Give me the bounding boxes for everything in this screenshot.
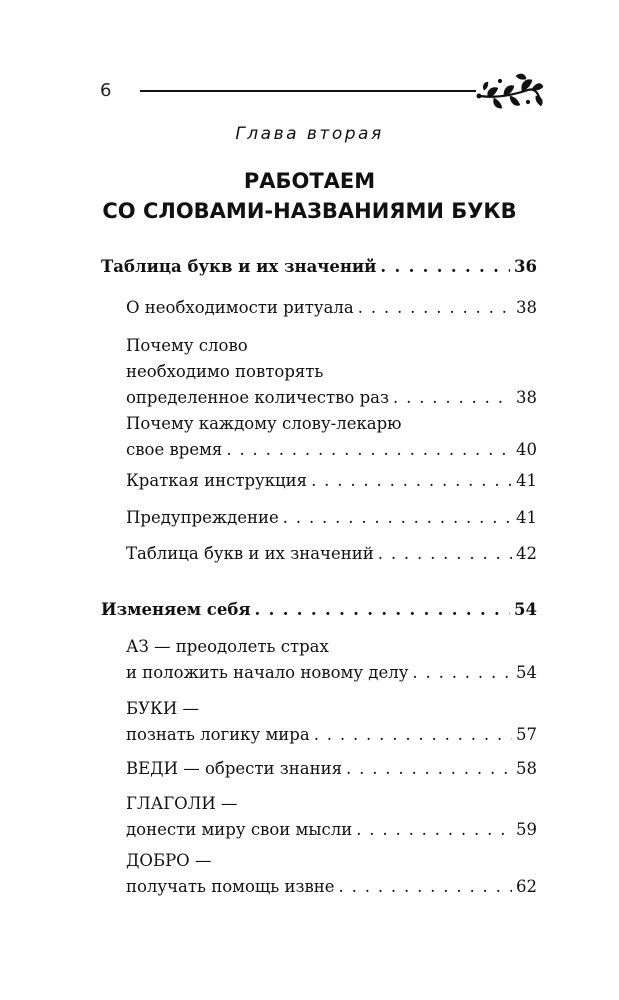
toc-page-number: 40 (516, 440, 537, 459)
leader-dots (226, 437, 512, 463)
toc-page-number: 54 (514, 600, 537, 619)
leader-dots (393, 385, 512, 411)
toc-entry-text: и положить начало новому делу (126, 663, 409, 682)
toc-entry[interactable] (126, 791, 537, 843)
toc-entry-text: ГЛАГОЛИ — (126, 794, 238, 813)
toc-entry[interactable] (126, 541, 537, 567)
toc-entry-text: Почему слово (126, 336, 248, 355)
toc-entry-text: получать помощь извне (126, 877, 335, 896)
toc-entry-text: АЗ — преодолеть страх (126, 637, 329, 656)
toc-entry-text: Изменяем себя (101, 600, 251, 619)
leader-dots (283, 505, 512, 531)
leader-dots (346, 756, 512, 782)
toc-entry[interactable] (126, 696, 537, 748)
toc-page-number: 54 (516, 663, 537, 682)
toc-entry-text: ДОБРО — (126, 851, 212, 870)
toc-entry[interactable] (126, 756, 537, 782)
toc-page-number: 62 (516, 877, 537, 896)
toc-page-number: 57 (516, 725, 537, 744)
toc-entry-text: свое время (126, 440, 223, 459)
toc-entry[interactable] (101, 254, 537, 280)
toc-entry-text: определенное количество раз (126, 388, 390, 407)
toc-page-number: 58 (516, 759, 537, 778)
toc-entry[interactable] (126, 468, 537, 494)
leader-dots (339, 874, 512, 900)
toc-page-number: 59 (516, 820, 537, 839)
page-header (100, 76, 540, 116)
leader-dots (378, 541, 512, 567)
toc-page-number: 41 (516, 471, 537, 490)
toc-page-number: 38 (516, 298, 537, 317)
toc-entry[interactable] (126, 505, 537, 531)
toc-entry-text: ВЕДИ — обрести знания (126, 759, 343, 778)
leader-dots (358, 295, 512, 321)
leader-dots (356, 817, 512, 843)
leader-dots (380, 254, 510, 280)
chapter-title (0, 166, 619, 226)
leader-dots (314, 722, 512, 748)
toc-entry-text: Таблица букв и их значений (101, 257, 377, 276)
toc-page-number: 41 (516, 508, 537, 527)
leader-dots (255, 597, 511, 623)
toc-entry[interactable] (126, 634, 537, 686)
toc-entry[interactable] (126, 295, 537, 321)
toc-page-number: 42 (516, 544, 537, 563)
toc-entry-text: Предупреждение (126, 508, 279, 527)
toc-entry-text: познать логику мира (126, 725, 310, 744)
toc-entry[interactable] (101, 597, 537, 623)
toc-page-number: 38 (516, 388, 537, 407)
toc-entry-text: необходимо повторять (126, 362, 324, 381)
toc-entry[interactable] (126, 333, 537, 411)
toc-entry-text: БУКИ — (126, 699, 199, 718)
toc-entry[interactable] (126, 848, 537, 900)
header-rule (140, 90, 476, 92)
leader-dots (412, 660, 512, 686)
chapter-label: Глава вторая (235, 124, 384, 144)
toc-entry-text: донести миру свои мысли (126, 820, 353, 839)
leader-dots (311, 468, 512, 494)
floral-branch-icon (476, 70, 544, 114)
toc-entry-text: О необходимости ритуала (126, 298, 354, 317)
toc-entry-text: Таблица букв и их значений (126, 544, 374, 563)
page-number: 6 (100, 80, 112, 101)
chapter-title-line: СО СЛОВАМИ-НАЗВАНИЯМИ БУКВ (102, 199, 517, 223)
toc-entry[interactable] (126, 411, 537, 463)
chapter-title-line: РАБОТАЕМ (243, 169, 376, 193)
toc-entry-text: Почему каждому слову-лекарю (126, 414, 402, 433)
toc-page-number: 36 (514, 257, 537, 276)
toc-entry-text: Краткая инструкция (126, 471, 308, 490)
